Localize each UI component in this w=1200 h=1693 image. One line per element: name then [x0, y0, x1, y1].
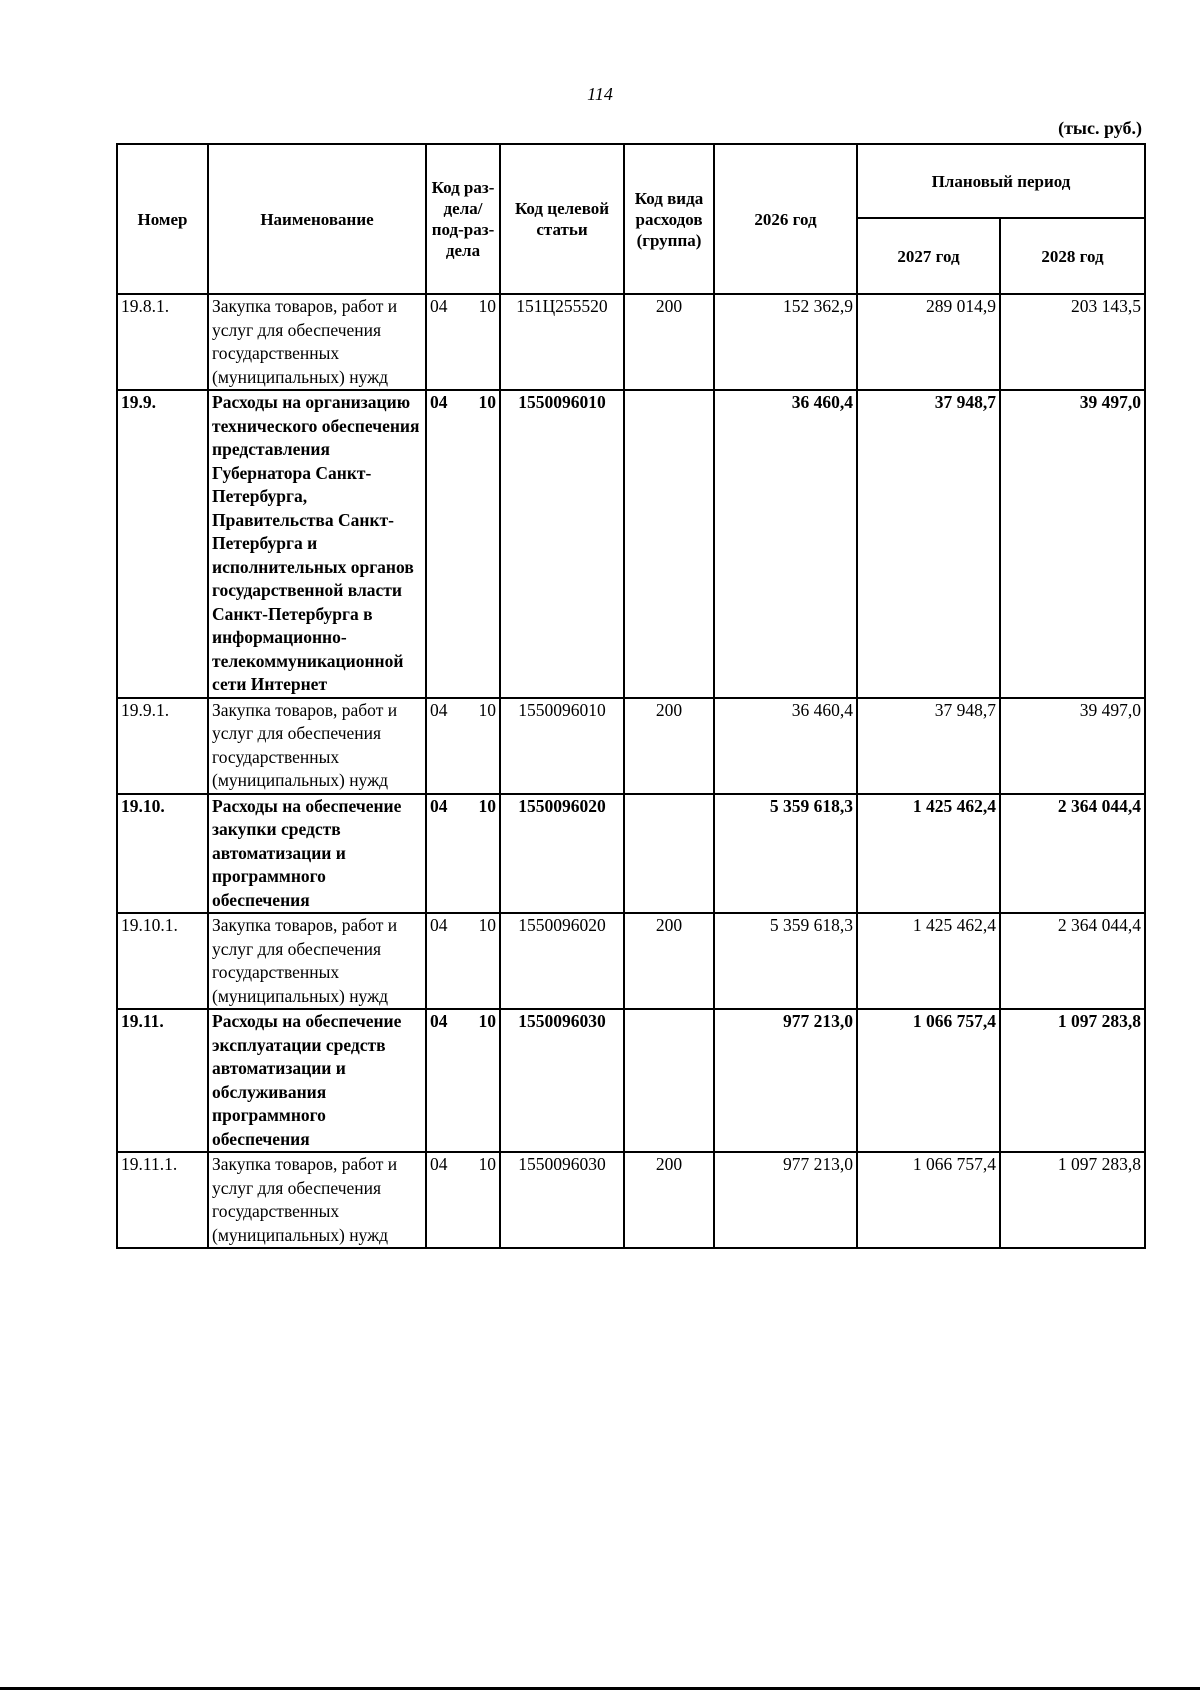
row-target-code: 1550096030 — [500, 1009, 624, 1152]
row-section: 04 — [430, 915, 448, 935]
row-target-code: 1550096020 — [500, 913, 624, 1009]
row-number: 19.9.1. — [117, 698, 208, 794]
row-section: 04 — [430, 392, 448, 412]
budget-table — [116, 143, 1146, 1249]
row-amount-2026: 977 213,0 — [714, 1152, 857, 1248]
row-section-code — [426, 698, 500, 794]
page-number: 114 — [587, 84, 613, 104]
row-number: 19.11. — [117, 1009, 208, 1152]
table-row — [117, 1152, 1145, 1248]
row-amount-2027: 1 425 462,4 — [857, 794, 1000, 914]
row-amount-2026: 5 359 618,3 — [714, 794, 857, 914]
row-expense-type: 200 — [624, 913, 714, 1009]
row-section-code — [426, 913, 500, 1009]
table-row — [117, 913, 1145, 1009]
header-name: Наименование — [208, 144, 426, 294]
row-expense-type: 200 — [624, 294, 714, 390]
header-year-2028: 2028 год — [1000, 218, 1145, 294]
row-expense-type — [624, 794, 714, 914]
units-label: (тыс. руб.) — [1058, 118, 1142, 138]
header-planned-period: Плановый период — [857, 144, 1145, 218]
row-section-code — [426, 1152, 500, 1248]
table-row — [117, 1009, 1145, 1152]
row-expense-type: 200 — [624, 698, 714, 794]
row-expense-type: 200 — [624, 1152, 714, 1248]
row-section: 04 — [430, 296, 448, 316]
row-amount-2026: 36 460,4 — [714, 698, 857, 794]
row-section: 04 — [430, 1011, 448, 1031]
table-row — [117, 794, 1145, 914]
row-section: 04 — [430, 795, 448, 816]
row-number: 19.9. — [117, 390, 208, 698]
row-name: Закупка товаров, работ и услуг для обеспечения государственных (муниципальных) нужд — [208, 698, 426, 794]
row-number: 19.8.1. — [117, 294, 208, 390]
row-name: Закупка товаров, работ и услуг для обеспечения государственных (муниципальных) нужд — [208, 294, 426, 390]
row-section: 04 — [430, 1154, 448, 1174]
row-number: 19.10. — [117, 794, 208, 914]
row-amount-2027: 37 948,7 — [857, 698, 1000, 794]
row-amount-2026: 977 213,0 — [714, 1009, 857, 1152]
row-number: 19.11.1. — [117, 1152, 208, 1248]
row-amount-2028: 1 097 283,8 — [1000, 1152, 1145, 1248]
row-amount-2027: 1 066 757,4 — [857, 1152, 1000, 1248]
row-number: 19.10.1. — [117, 913, 208, 1009]
header-number: Номер — [117, 144, 208, 294]
row-amount-2028: 2 364 044,4 — [1000, 794, 1145, 914]
header-year-2027: 2027 год — [857, 218, 1000, 294]
row-amount-2028: 39 497,0 — [1000, 698, 1145, 794]
row-expense-type — [624, 1009, 714, 1152]
row-amount-2026: 152 362,9 — [714, 294, 857, 390]
row-amount-2027: 1 425 462,4 — [857, 913, 1000, 1009]
row-amount-2028: 39 497,0 — [1000, 390, 1145, 698]
row-subsection: 10 — [478, 795, 496, 816]
row-name: Расходы на обеспечение закупки средств автоматизации и программного обеспечения — [208, 794, 426, 914]
row-section-code — [426, 390, 500, 698]
header-target-code: Код целевой статьи — [500, 144, 624, 294]
row-target-code: 1550096030 — [500, 1152, 624, 1248]
row-amount-2027: 37 948,7 — [857, 390, 1000, 698]
row-name: Закупка товаров, работ и услуг для обеспечения государственных (муниципальных) нужд — [208, 1152, 426, 1248]
row-amount-2028: 1 097 283,8 — [1000, 1009, 1145, 1152]
row-section-code — [426, 794, 500, 914]
row-amount-2026: 36 460,4 — [714, 390, 857, 698]
row-section-code — [426, 1009, 500, 1152]
row-section-code — [426, 294, 500, 390]
table-row — [117, 698, 1145, 794]
row-expense-type — [624, 390, 714, 698]
row-amount-2026: 5 359 618,3 — [714, 913, 857, 1009]
row-name: Расходы на организацию технического обеспечения представления Губернатора Санкт-Петербурга, Правительства Санкт-Петербурга и исполнительных органов государственной власти Санкт-Петербурга в информационно-телекоммуникационной сети Интернет — [208, 390, 426, 698]
row-amount-2028: 2 364 044,4 — [1000, 913, 1145, 1009]
page-bottom-edge — [0, 1687, 1200, 1690]
row-subsection: 10 — [478, 296, 496, 316]
header-section-code: Код раз-дела/ под-раз-дела — [426, 144, 500, 294]
row-amount-2028: 203 143,5 — [1000, 294, 1145, 390]
row-subsection: 10 — [478, 699, 496, 720]
row-name: Расходы на обеспечение эксплуатации средств автоматизации и обслуживания программного обеспечения — [208, 1009, 426, 1152]
row-target-code: 151Ц255520 — [500, 294, 624, 390]
header-year-2026: 2026 год — [714, 144, 857, 294]
row-subsection: 10 — [478, 915, 496, 935]
row-section: 04 — [430, 699, 448, 720]
row-amount-2027: 289 014,9 — [857, 294, 1000, 390]
row-name: Закупка товаров, работ и услуг для обеспечения государственных (муниципальных) нужд — [208, 913, 426, 1009]
header-expense-type: Код вида расходов (группа) — [624, 144, 714, 294]
row-amount-2027: 1 066 757,4 — [857, 1009, 1000, 1152]
row-target-code: 1550096010 — [500, 698, 624, 794]
row-subsection: 10 — [478, 392, 496, 412]
row-target-code: 1550096020 — [500, 794, 624, 914]
row-subsection: 10 — [478, 1154, 496, 1174]
table-row — [117, 294, 1145, 390]
row-subsection: 10 — [478, 1011, 496, 1031]
table-row — [117, 390, 1145, 698]
row-target-code: 1550096010 — [500, 390, 624, 698]
